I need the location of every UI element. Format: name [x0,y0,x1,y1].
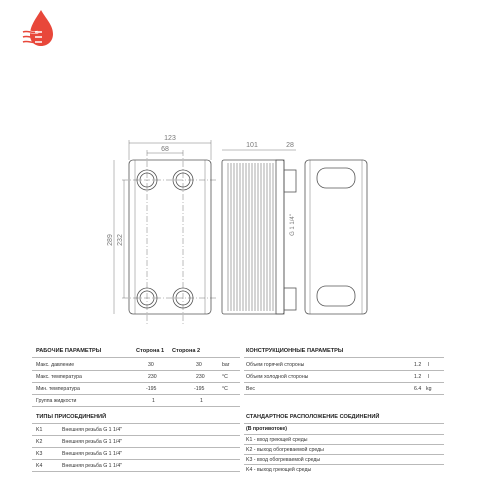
operating-col2: Сторона 2 [172,348,201,354]
layout-row: K1 - вход греющей среды [246,437,308,443]
dim-width-total: 123 [164,135,176,142]
rear-view-body [305,160,367,314]
layout-row: K2 - выход обогреваемой среды [246,447,324,453]
operating-row-s2: -195 [194,386,205,392]
dim-depth: 101 [246,142,258,149]
layout-subtitle: (В противотоке) [246,426,287,432]
operating-row-s2: 30 [196,362,202,368]
operating-row-s1: 1 [152,398,155,404]
design-row-unit: l [428,374,430,380]
connections-title: ТИПЫ ПРИСОЕДИНЕНИЙ [36,414,107,420]
operating-row-unit: °C [222,374,228,380]
connection-desc: Внешняя резьба G 1 1/4" [62,439,123,445]
connection-desc: Внешняя резьба G 1 1/4" [62,463,123,469]
operating-parameters-table [32,346,240,410]
operating-row-label: Группа жидкости [36,398,77,404]
operating-row-s2: 1 [200,398,203,404]
connection-port: K1 [36,427,43,433]
dim-height-inner: 232 [117,234,124,246]
thread-label: G 1 1/4" [290,214,296,236]
connection-layout-table [244,412,444,472]
design-row-value: 1.2 [414,374,422,380]
connection-desc: Внешняя резьба G 1 1/4" [62,451,123,457]
dim-height-total: 289 [107,234,114,246]
design-row-value: 1.2 [414,362,422,368]
operating-row-label: Мин. температура [36,386,80,392]
design-row-label: Объем горячей стороны [246,362,305,368]
operating-row-label: Макс. давление [36,362,75,368]
design-row-unit: kg [426,386,432,392]
operating-row-unit: bar [222,362,230,368]
design-parameters-table [244,346,444,398]
connection-port: K2 [36,439,43,445]
layout-row: K4 - выход греющей среды [246,467,312,473]
design-title: КОНСТРУКЦИОННЫЕ ПАРАМЕТРЫ [246,348,344,354]
operating-row-s1: 230 [148,374,157,380]
layout-row: K3 - вход обогреваемой среды [246,457,321,463]
connection-desc: Внешняя резьба G 1 1/4" [62,427,123,433]
connection-port: K4 [36,463,43,469]
design-row-label: Вес [246,386,255,392]
operating-row-s2: 230 [196,374,205,380]
operating-row-label: Макс. температура [36,374,82,380]
connection-types-table [32,412,240,472]
dim-nozzle: 28 [286,142,294,149]
dim-width-inner: 68 [161,146,169,153]
layout-title: СТАНДАРТНОЕ РАСПОЛОЖЕНИЕ СОЕДИНЕНИЙ [246,414,380,420]
operating-row-s1: 30 [148,362,154,368]
design-row-value: 6.4 [414,386,422,392]
connection-port: K3 [36,451,43,457]
design-row-label: Объем холодной стороны [246,374,309,380]
side-view-body [222,160,284,314]
operating-title: РАБОЧИЕ ПАРАМЕТРЫ [36,348,102,354]
design-row-unit: l [428,362,430,368]
operating-row-s1: -195 [146,386,157,392]
operating-col1: Сторона 1 [136,348,165,354]
front-view-body [129,160,211,314]
operating-row-unit: °C [222,386,228,392]
